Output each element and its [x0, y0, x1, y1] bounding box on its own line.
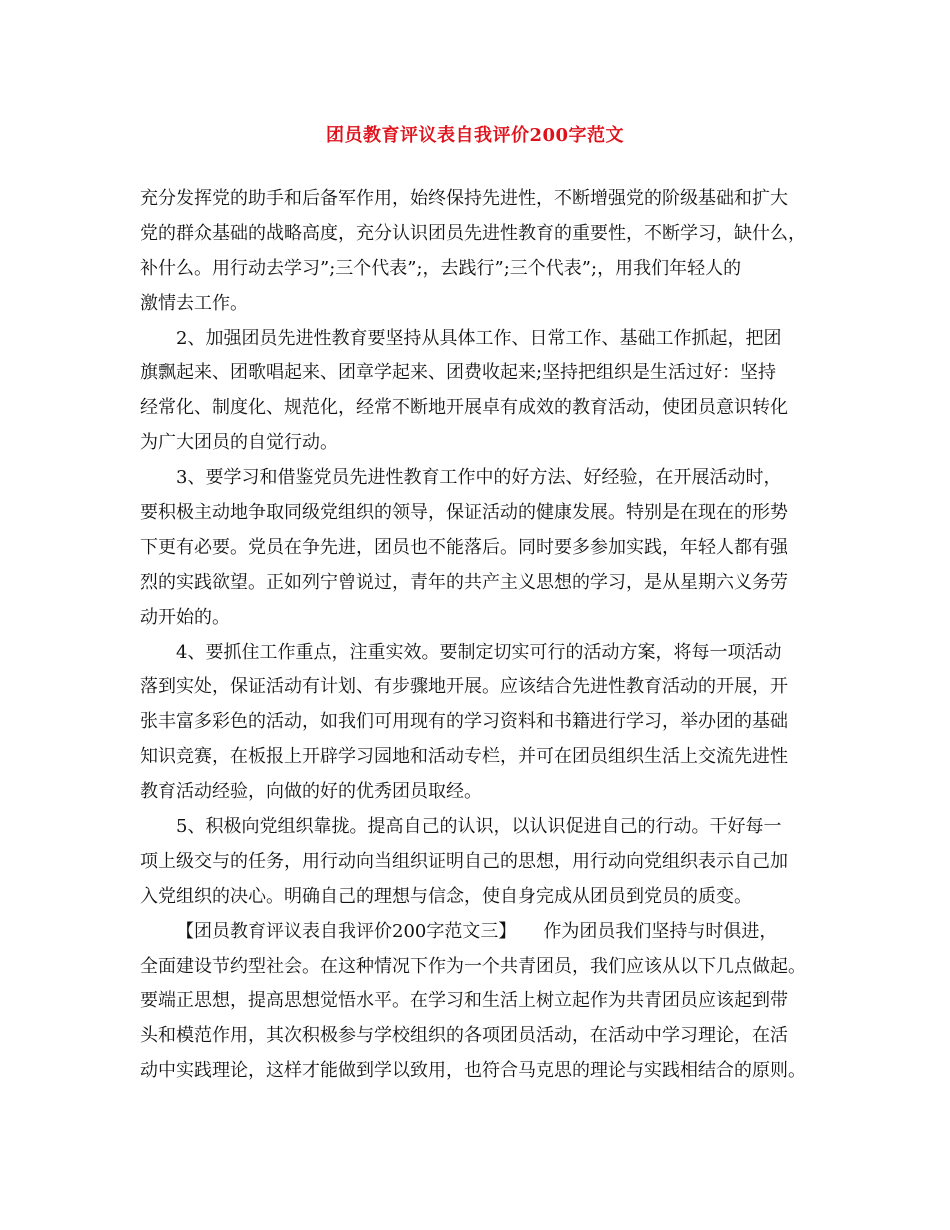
document-body: [140, 182, 820, 1089]
text-line: 4、要抓住工作重点，注重实效。要制定切实可行的活动方案，将每一项活动: [176, 641, 782, 663]
text-line: 下更有必要。党员在争先进，团员也不能落后。同时要多参加实践，年轻人都有强: [140, 536, 788, 558]
text-line: 教育活动经验，向做的好的优秀团员取经。: [140, 781, 482, 803]
document-title: 团员教育评议表自我评价200字范文: [325, 125, 625, 146]
text-line: 项上级交与的任务，用行动向当组织证明自己的思想，用行动向党组织表示自己加: [140, 850, 788, 872]
text-line: 动开始的。: [140, 606, 230, 628]
paragraph-item-5: [140, 810, 820, 915]
paragraph-item-3: [140, 461, 820, 635]
text-line: 动中实践理论，这样才能做到学以致用，也符合马克思的理论与实践相结合的原则。: [140, 1060, 806, 1082]
text-line: 知识竞赛，在板报上开辟学习园地和活动专栏，并可在团员组织生活上交流先进性: [140, 746, 788, 768]
text-line: 3、要学习和借鉴党员先进性教育工作中的好方法、好经验，在开展活动时，: [176, 467, 782, 489]
text-line: 激情去工作。: [140, 292, 248, 314]
text-line: 头和模范作用，其次积极参与学校组织的各项团员活动，在活动中学习理论，在活: [140, 1025, 788, 1047]
text-line: 全面建设节约型社会。在这种情况下作为一个共青团员，我们应该从以下几点做起。: [140, 955, 806, 977]
text-line: 旗飘起来、团歌唱起来、团章学起来、团费收起来;坚持把组织是生活过好：坚持: [140, 362, 777, 384]
text-line: 要端正思想，提高思想觉悟水平。在学习和生活上树立起作为共青团员应该起到带: [140, 990, 788, 1012]
paragraph-intro: [140, 182, 820, 322]
text-line: 烈的实践欲望。正如列宁曾说过，青年的共产主义思想的学习，是从星期六义务劳: [140, 571, 788, 593]
paragraph-item-2: [140, 322, 820, 462]
text-line: 2、加强团员先进性教育要坚持从具体工作、日常工作、基础工作抓起，把团: [176, 327, 782, 349]
text-line: 入党组织的决心。明确自己的理想与信念，使自身完成从团员到党员的质变。: [140, 885, 752, 907]
text-line: 充分发挥党的助手和后备军作用，始终保持先进性，不断增强党的阶级基础和扩大: [140, 188, 788, 209]
text-line: 落到实处，保证活动有计划、有步骤地开展。应该结合先进性教育活动的开展，开: [140, 676, 788, 698]
text-line: 为广大团员的自觉行动。: [140, 432, 338, 454]
text-line: 要积极主动地争取同级党组织的领导，保证活动的健康发展。特别是在现在的形势: [140, 502, 788, 524]
text-line: 党的群众基础的战略高度，充分认识团员先进性教育的重要性，不断学习，缺什么，: [140, 222, 806, 244]
text-line: 5、积极向党组织靠拢。提高自己的认识，以认识促进自己的行动。干好每一: [176, 816, 782, 838]
paragraph-sample-3: [140, 915, 820, 1089]
paragraph-item-4: [140, 636, 820, 810]
text-line: 经常化、制度化、规范化，经常不断地开展卓有成效的教育活动，使团员意识转化: [140, 397, 788, 419]
text-line: 张丰富多彩色的活动，如我们可用现有的学习资料和书籍进行学习，举办团的基础: [140, 711, 788, 733]
text-line: 补什么。用行动去学习”;三个代表”;，去践行”;三个代表”;，用我们年轻人的: [140, 257, 742, 279]
text-line: 【团员教育评议表自我评价200字范文三】 作为团员我们坚持与时俱进，: [176, 920, 778, 942]
